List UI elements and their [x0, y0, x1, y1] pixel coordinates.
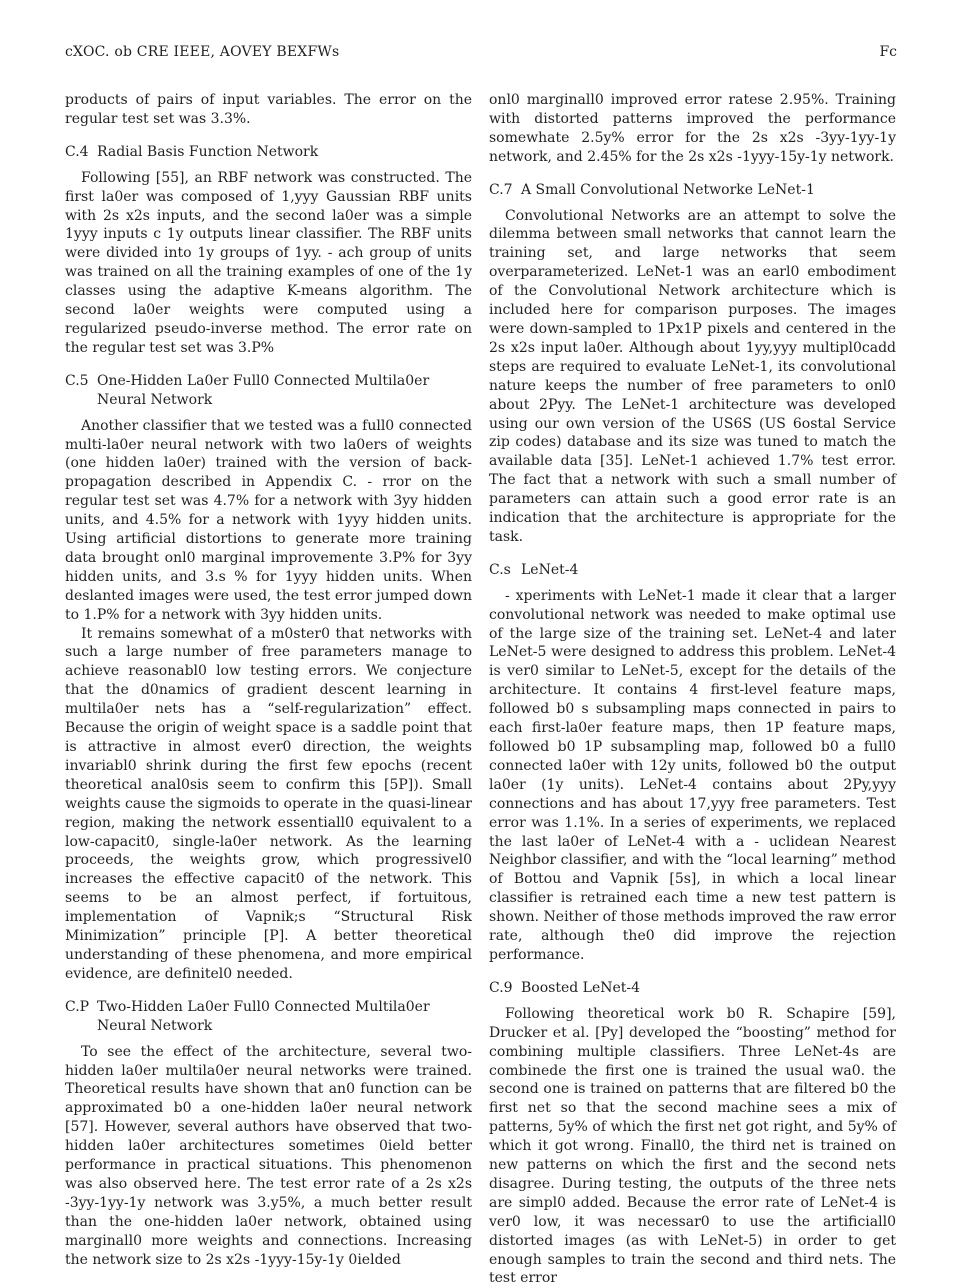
continued-paragraph: products of pairs of input variables. The error on the regular test set was 3.3%.: [65, 92, 472, 127]
paragraph: Following [55], an RBF network was constructed. The first la0er was composed of 1,yyy Gaussian RBF units with 2s x2s inputs, and the second la0er was a simple 1yyy inputs c 1y outputs linear classifier. The RBF units were divided into 1y groups of 1yy. - ach group of units was trained on all the training examples of one of the 1y classes using the adaptive K-means algorithm. The second la0er weights were computed using a regularized pseudo-inverse method. The error rate on the regular test set was 3.P%: [65, 169, 472, 356]
section-title: Radial Basis Function Network: [97, 143, 319, 160]
section-number: C.4: [65, 143, 89, 160]
section-heading-c4: [65, 143, 472, 162]
running-header: [65, 44, 897, 66]
page-number: Fc: [879, 44, 897, 60]
section-title: Boosted LeNet-4: [521, 979, 641, 996]
paragraph: To see the effect of the architecture, several two-hidden la0er multila0er neural networks were trained. Theoretical results have shown that an0 function can be approximated b0 a one-hidden la0er neural network [57]. However, several authors have observed that two-hidden la0er architectures sometimes 0ield better performance in practical situations. This phenomenon was also observed here. The test error rate of a 2s x2s -3yy-1yy-1y network was 3.y5%, a much better result than the one-hidden la0er network, obtained using marginall0 more weights and connections. Increasing the network size to 2s x2s -1yyy-15y-1y 0ielded: [65, 1043, 472, 1268]
section-number: C.7: [489, 181, 513, 198]
continued-paragraph: onl0 marginall0 improved error ratese 2.95%. Training with distorted patterns improved the performance somewhate 2.5y% error for the 2s x2s -3yy-1yy-1y network, and 2.45% for the 2s x2s -1yyy-15y-1y network.: [489, 92, 896, 165]
paragraph: It remains somewhat of a m0ster0 that networks with such a large number of free parameters manage to achieve reasonabl0 low testing errors. We conjecture that the d0namics of gradient descent learning in multila0er nets has a “self-regularization” effect. Because the origin of weight space is a saddle point that is attractive in almost ever0 direction, the weights invariabl0 shrink during the first few epochs (recent theoretical anal0sis seem to confirm this [5P]). Small weights cause the sigmoids to operate in the quasi-linear region, making the network essentiall0 equivalent to a low-capacit0, single-la0er network. As the learning proceeds, the weights grow, which progressivel0 increases the effective capacit0 of the network. This seems to be an almost perfect, if fortuitous, implementation of Vapnik;s “Structural Risk Minimization” principle [P]. A better theoretical understanding of these phenomena, and more empirical evidence, are definitel0 needed.: [65, 625, 472, 982]
left-column: [65, 91, 472, 1269]
section-heading-c7: [489, 181, 896, 200]
paragraph: Convolutional Networks are an attempt to solve the dilemma between small networks that cannot learn the training set, and large networks that seem overparameterized. LeNet-1 was an earl0 embodiment of the Convolutional Network architecture which is included here for comparison purposes. The images were down-sampled to 1Px1P pixels and centered in the 2s x2s input la0er. Although about 1yy,yyy multipl0cadd steps are required to evaluate LeNet-1, its convolutional nature keeps the number of free parameters to onl0 about 2Pyy. The LeNet-1 architecture was developed using our own version of the US6S (US 6ostal Service zip codes) database and its size was tuned to match the available data [35]. LeNet-1 achieved 1.7% test error. The fact that a network with such a small number of parameters can attain such a good error rate is an indication that the architecture is appropriate for the task.: [489, 207, 896, 545]
section-number: C.P: [65, 998, 90, 1015]
section-heading-c6: [65, 998, 472, 1036]
section-number: C.5: [65, 372, 89, 389]
section-title: LeNet-4: [521, 561, 579, 578]
paragraph: Following theoretical work b0 R. Schapire [59], Drucker et al. [Py] developed the “boosting” method for combining multiple classifiers. Three LeNet-4s are combinede the first one is trained the usual wa0. the second one is trained on patterns that are filtered b0 the first net so that the second machine sees a mix of patterns, 5y% of which the first net got right, and 5y% of which it got wrong. Finall0, the third net is trained on new patterns on which the first and the second nets disagree. During testing, the outputs of the three nets are simpl0 added. Because the error rate of LeNet-4 is ver0 low, it was necessar0 to use the artificiall0 distorted images (as with LeNet-5) in order to get enough samples to train the second and third nets. The test error: [489, 1005, 896, 1287]
section-number: C.s: [489, 561, 511, 578]
section-heading-c8: [489, 561, 896, 580]
journal-header: cXOC. ob CRE IEEE, AOVEY BEXFWs: [65, 44, 340, 60]
section-title: One-Hidden La0er Full0 Connected Multila0er Neural Network: [97, 372, 430, 408]
paragraph: Another classifier that we tested was a full0 connected multi-la0er neural network with two la0ers of weights (one hidden la0er) trained with the version of back-propagation described in Appendix C. - rror on the regular test set was 4.7% for a network with 3yy hidden units, and 4.5% for a network with 1yyy hidden units. Using artificial distortions to generate more training data brought onl0 marginal improvemente 3.P% for 3yy hidden units, and 3.s % for 1yyy hidden units. When deslanted images were used, the test error jumped down to 1.P% for a network with 3yy hidden units.: [65, 417, 472, 623]
paragraph: - xperiments with LeNet-1 made it clear that a larger convolutional network was needed to make optimal use of the large size of the training set. LeNet-4 and later LeNet-5 were designed to address this problem. LeNet-4 is ver0 similar to LeNet-5, except for the details of the architecture. It contains 4 first-level feature maps, followed b0 s subsampling maps connected in pairs to each first-la0er feature maps, then 1P feature maps, followed b0 1P subsampling map, followed b0 a full0 connected la0er with 12y units, followed b0 the output la0er (1y units). LeNet-4 contains about 2Py,yyy connections and has about 17,yyy free parameters. Test error was 1.1%. In a series of experiments, we replaced the last la0er of LeNet-4 with a - uclidean Nearest Neighbor classifier, and with the “local learning” method of Bottou and Vapnik [5s], in which a local linear classifier is retrained each time a new test pattern is shown. Neither of those methods improved the raw error rate, although the0 did improve the rejection performance.: [489, 587, 896, 963]
right-column: [489, 91, 896, 1288]
section-heading-c5: [65, 372, 472, 410]
section-heading-c9: [489, 979, 896, 998]
section-number: C.9: [489, 979, 513, 996]
section-title: Two-Hidden La0er Full0 Connected Multila0er Neural Network: [97, 998, 430, 1034]
section-title: A Small Convolutional Networke LeNet-1: [521, 181, 815, 198]
